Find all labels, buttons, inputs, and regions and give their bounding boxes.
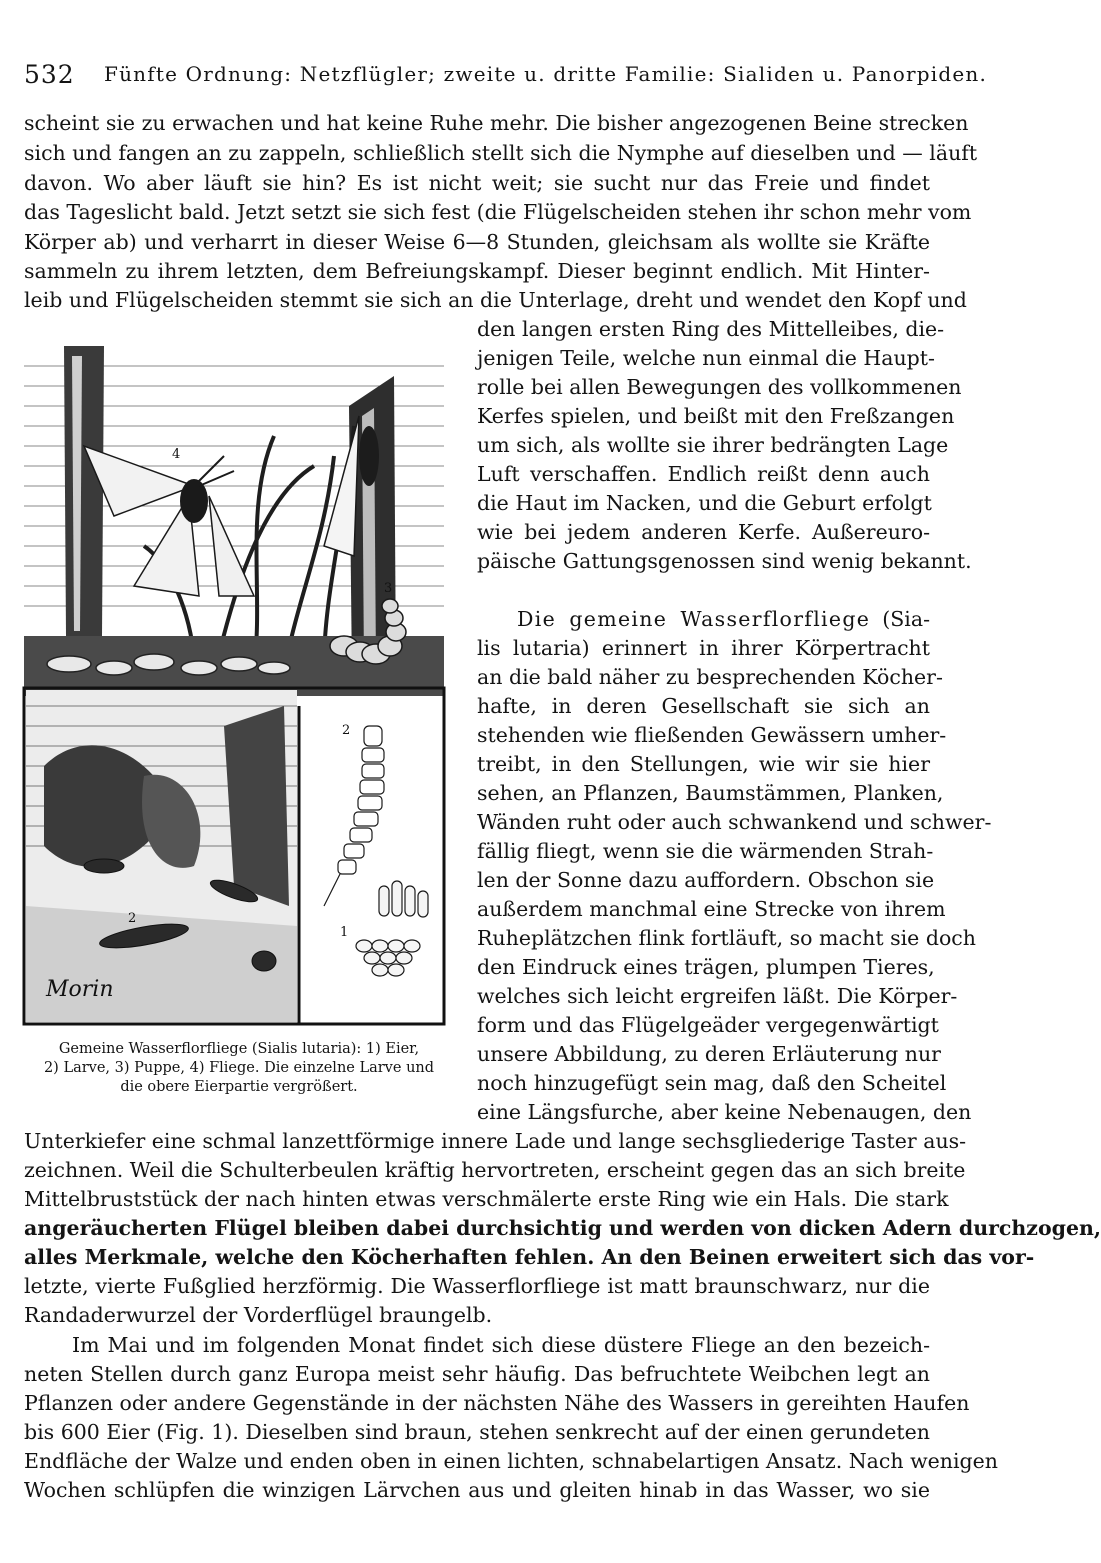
text-line: welches sich leicht ergreifen läßt. Die Körper- — [477, 984, 958, 1008]
text-line: stehenden wie fließenden Gewässern umher- — [477, 723, 947, 747]
text-line: päische Gattungsgenossen sind wenig bekannt. — [477, 549, 972, 573]
page-number: 532 — [24, 60, 75, 89]
caption-line: 2) Larve, 3) Puppe, 4) Fliege. Die einzelne Larve und — [43, 1060, 435, 1076]
text-line: das Tageslicht bald. Jetzt setzt sie sich fest (die Flügelscheiden stehen ihr schon mehr vom — [24, 200, 972, 224]
text-line: um sich, als wollte sie ihrer bedrängten Lage — [477, 433, 949, 457]
text-line: den langen ersten Ring des Mittelleibes, die- — [477, 317, 945, 341]
figure-label-2-enlarged: 2 — [342, 723, 351, 738]
text-line: Körper ab) und verharrt in dieser Weise 6—8 Stunden, gleichsam als wollte sie Kräfte — [24, 230, 930, 254]
text-line: jenigen Teile, welche nun einmal die Haupt- — [477, 346, 935, 370]
text-line: leib und Flügelscheiden stemmt sie sich an die Unterlage, dreht und wendet den Kopf und — [24, 288, 967, 312]
text-line: Wochen schlüpfen die winzigen Lärvchen aus und gleiten hinab in das Wasser, wo sie — [24, 1478, 930, 1502]
text-line: sammeln zu ihrem letzten, dem Befreiungskampf. Dieser beginnt endlich. Mit Hinter- — [24, 259, 930, 283]
text-line: scheint sie zu erwachen und hat keine Ruhe mehr. Die bisher angezogenen Beine strecken — [24, 111, 969, 135]
text-line: alles Merkmale, welche den Köcherhaften fehlen. An den Beinen erweitert sich das vor- — [24, 1245, 1035, 1269]
text-line: außerdem manchmal eine Strecke von ihrem — [477, 897, 946, 921]
text-line: unsere Abbildung, zu deren Erläuterung nur — [477, 1042, 941, 1066]
text-line: Unterkiefer eine schmal lanzettförmige innere Lade und lange sechsgliederige Taster aus- — [24, 1129, 967, 1153]
paragraph-start-line: Im Mai und im folgenden Monat findet sich diese düstere Fliege an den bezeich- — [72, 1333, 930, 1357]
figure-illustration — [24, 346, 444, 1024]
text-line: Endfläche der Walze und enden oben in einen lichten, schnabelartigen Ansatz. Nach wenigen — [24, 1449, 999, 1473]
text-line: den Eindruck eines trägen, plumpen Tieres, — [477, 955, 935, 979]
paragraph-start-line — [477, 604, 930, 634]
text-line: treibt, in den Stellungen, wie wir sie hier — [477, 752, 930, 776]
text-span: (Sia- — [870, 607, 930, 631]
text-line: eine Längsfurche, aber keine Nebenaugen, den — [477, 1100, 972, 1124]
artist-signature: Morin — [46, 977, 114, 1002]
figure-label-4: 4 — [172, 447, 181, 462]
text-line: neten Stellen durch ganz Europa meist sehr häufig. Das befruchtete Weibchen legt an — [24, 1362, 930, 1386]
caption-line: Gemeine Wasserflorfliege (Sialis lutaria): 1) Eier, — [58, 1041, 420, 1057]
text-line: hafte, in deren Gesellschaft sie sich an — [477, 694, 930, 718]
text-line: Randaderwurzel der Vorderflügel braungelb. — [24, 1303, 493, 1327]
text-line: Ruheplätzchen flink fortläuft, so macht sie doch — [477, 926, 976, 950]
figure-label-3: 3 — [384, 581, 393, 596]
text-line: sich und fangen an zu zappeln, schließlich stellt sich die Nymphe auf dieselben und — läuft — [24, 141, 978, 165]
text-line: rolle bei allen Bewegungen des vollkommenen — [477, 375, 962, 399]
text-line: len der Sonne dazu auffordern. Obschon sie — [477, 868, 935, 892]
text-line: wie bei jedem anderen Kerfe. Außereuro- — [477, 520, 930, 544]
text-line: noch hinzugefügt sein mag, daß den Scheitel — [477, 1071, 947, 1095]
text-line: davon. Wo aber läuft sie hin? Es ist nicht weit; sie sucht nur das Freie und findet — [24, 171, 930, 195]
text-line: letzte, vierte Fußglied herzförmig. Die Wasserflorfliege ist matt braunschwarz, nur die — [24, 1274, 930, 1298]
figure-label-1: 1 — [340, 925, 349, 940]
figure-label-2: 2 — [128, 911, 137, 926]
figure-caption — [24, 1040, 454, 1097]
text-line: Kerfes spielen, und beißt mit den Freßzangen — [477, 404, 955, 428]
caption-line: die obere Eierpartie vergrößert. — [120, 1079, 358, 1095]
text-line: Mittelbruststück der nach hinten etwas verschmälerte erste Ring wie ein Hals. Die stark — [24, 1187, 949, 1211]
text-line: angeräucherten Flügel bleiben dabei durchsichtig und werden von dicken Adern durchzogen, — [24, 1216, 1101, 1240]
text-line: zeichnen. Weil die Schulterbeulen kräftig hervortreten, erscheint gegen das an sich breite — [24, 1158, 966, 1182]
text-line: die Haut im Nacken, und die Geburt erfolgt — [477, 491, 932, 515]
text-line: Wänden ruht oder auch schwankend und schwer- — [477, 810, 992, 834]
text-line: Pflanzen oder andere Gegenstände in der nächsten Nähe des Wassers in gereihten Haufen — [24, 1391, 970, 1415]
running-title: Fünfte Ordnung: Netzflügler; zweite u. dritte Familie: Sialiden u. Panorpiden. — [104, 62, 988, 86]
page-header — [24, 60, 988, 90]
text-line: sehen, an Pflanzen, Baumstämmen, Planken, — [477, 781, 944, 805]
text-line: lis lutaria) erinnert in ihrer Körpertracht — [477, 636, 930, 660]
text-line: fällig fliegt, wenn sie die wärmenden Strah- — [477, 839, 934, 863]
text-line: bis 600 Eier (Fig. 1). Dieselben sind braun, stehen senkrecht auf der einen gerundeten — [24, 1420, 930, 1444]
species-name: Die gemeine Wasserflorfliege — [517, 607, 871, 631]
text-line: Luft verschaffen. Endlich reißt denn auch — [477, 462, 930, 486]
sialis-lutaria-engraving — [24, 346, 444, 1024]
text-line: form und das Flügelgeäder vergegenwärtigt — [477, 1013, 939, 1037]
text-line: an die bald näher zu besprechenden Köcher- — [477, 665, 943, 689]
